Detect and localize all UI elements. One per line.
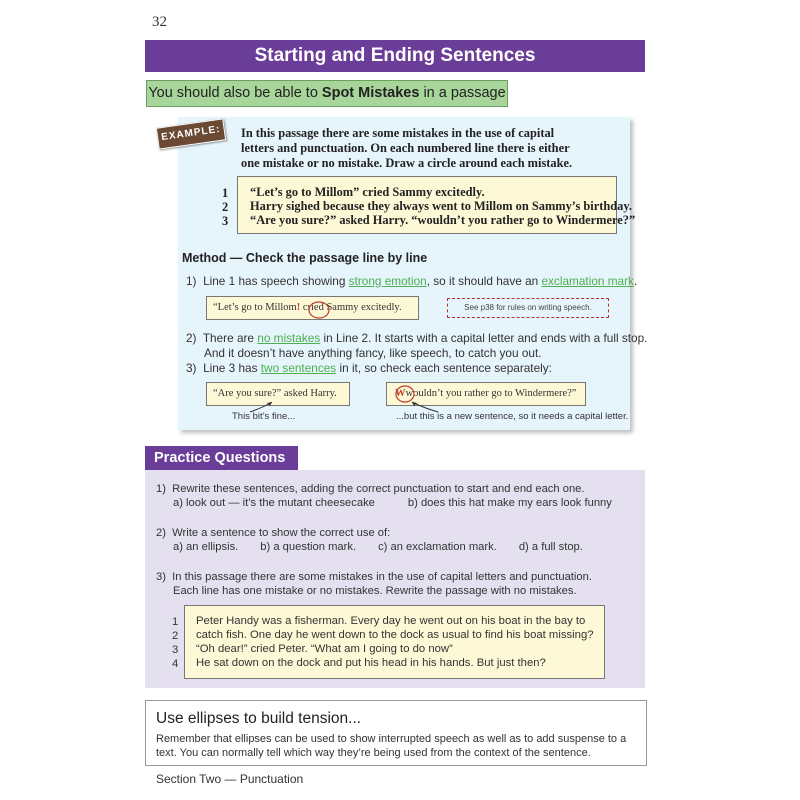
line-number: 4	[172, 658, 179, 670]
subtitle-text: You should also be able to	[148, 85, 322, 101]
method-step-1	[186, 274, 637, 289]
line-number: 2	[222, 200, 229, 214]
question-part: b) does this hat make my ears look funny	[407, 497, 612, 509]
step-text: in it, so check each sentence separately:	[336, 361, 552, 375]
page-number: 32	[152, 14, 167, 30]
intro-line: letters and punctuation. On each numbered line there is either	[241, 141, 570, 155]
passage-line: Peter Handy was a fisherman. Every day he went out on his boat in the bay to	[196, 615, 586, 627]
example-passage-box	[237, 176, 636, 234]
step-text: Line 3 has	[203, 361, 261, 375]
sentence-b-caption: ...but this is a new sentence, so it needs a capital letter.	[396, 411, 629, 422]
question-part: b) a question mark.	[260, 541, 357, 553]
example-intro	[241, 126, 621, 171]
question-1	[156, 482, 612, 510]
question-part: a) look out — it’s the mutant cheesecake	[173, 497, 375, 509]
tip-title: Use ellipses to build tension...	[156, 710, 362, 727]
passage-line: “Let’s go to Millom” cried Sammy excitedly.	[250, 185, 485, 199]
question-part: a) an ellipsis.	[173, 541, 239, 553]
passage-line: “Are you sure?” asked Harry. “wouldn’t you rather go to Windermere?”	[250, 213, 636, 227]
line-number: 1	[172, 616, 179, 628]
step-text: , so it should have an	[426, 274, 542, 288]
exclamation-mark-insert: !	[296, 302, 301, 313]
question-text: Each line has one mistake or no mistakes. Rewrite the passage with no mistakes.	[173, 585, 577, 597]
step-number: 1)	[186, 274, 197, 288]
question-text: Rewrite these sentences, adding the correct punctuation to start and end each one.	[172, 483, 585, 495]
question-part: d) a full stop.	[518, 541, 583, 553]
step-text: There are	[202, 331, 258, 345]
intro-line: In this passage there are some mistakes in the use of capital	[241, 126, 555, 140]
no-mistakes-link[interactable]: no mistakes	[257, 331, 321, 345]
subtitle-text-end: in a passage	[419, 85, 506, 101]
practice-passage-box	[184, 605, 605, 679]
page-title: Starting and Ending Sentences	[145, 40, 645, 72]
box-text: cried Sammy excitedly.	[300, 302, 402, 313]
intro-line: one mistake or no mistake. Draw a circle around each mistake.	[241, 156, 573, 170]
step-number: 3)	[186, 361, 197, 375]
method-step-2	[186, 331, 647, 361]
method-heading: Method — Check the passage line by line	[182, 251, 428, 265]
question-number: 3)	[156, 571, 166, 583]
step-text: in Line 2. It starts with a capital letter and ends with a full stop.	[320, 331, 648, 345]
question-text: Write a sentence to show the correct use of:	[172, 527, 391, 539]
section-footer: Section Two — Punctuation	[156, 772, 304, 786]
question-2	[156, 526, 583, 554]
tip-line: text. You can normally tell which way they’re being used from the context of the sentence.	[156, 747, 591, 759]
sentence-a-caption: This bit’s fine...	[232, 411, 296, 422]
tip-line: Remember that ellipses can be used to show interrupted speech as well as to add suspense to a	[156, 733, 627, 745]
step-text: And it doesn’t have anything fancy, like speech, to catch you out.	[204, 346, 542, 360]
line-number: 3	[172, 644, 179, 656]
box-text: wouldn’t you rather go to Windermere?”	[405, 388, 577, 399]
speech-rules-note: See p38 for rules on writing speech.	[447, 298, 609, 318]
question-number: 1)	[156, 483, 166, 495]
step-number: 2)	[186, 331, 197, 345]
passage-line: catch fish. One day he went down to the dock as usual to find his boat missing?	[196, 629, 594, 641]
line-number: 3	[222, 214, 229, 228]
tip-body	[156, 732, 636, 760]
subtitle-banner	[146, 80, 508, 107]
passage-line: “Oh dear!” cried Peter. “What am I going to do now”	[196, 643, 453, 655]
question-number: 2)	[156, 527, 166, 539]
passage-line: He sat down on the dock and put his head in his hands. But just then?	[196, 657, 546, 669]
question-3	[156, 570, 592, 598]
subtitle-emphasis: Spot Mistakes	[321, 85, 420, 101]
question-part: c) an exclamation mark.	[378, 541, 497, 553]
step-text: .	[633, 274, 638, 288]
two-sentences-link[interactable]: two sentences	[260, 361, 337, 375]
box-text: “Let’s go to Millom	[213, 302, 297, 313]
exclamation-mark-link[interactable]: exclamation mark	[541, 274, 634, 288]
step-text: Line 1 has speech showing	[203, 274, 349, 288]
practice-heading: Practice Questions	[145, 446, 298, 470]
capital-w-insert: W	[395, 388, 406, 399]
line-number: 2	[172, 630, 179, 642]
question-text: In this passage there are some mistakes in the use of capital letters and punctuation.	[172, 571, 592, 583]
line-number: 1	[222, 186, 229, 200]
passage-line: Harry sighed because they always went to Millom on Sammy’s birthday.	[250, 199, 632, 213]
strong-emotion-link[interactable]: strong emotion	[348, 274, 427, 288]
correction-circle-icon	[304, 299, 334, 321]
method-step-3	[186, 361, 552, 376]
example-badge: EXAMPLE:	[156, 118, 226, 149]
sentence-a-box: “Are you sure?” asked Harry.	[206, 382, 350, 406]
